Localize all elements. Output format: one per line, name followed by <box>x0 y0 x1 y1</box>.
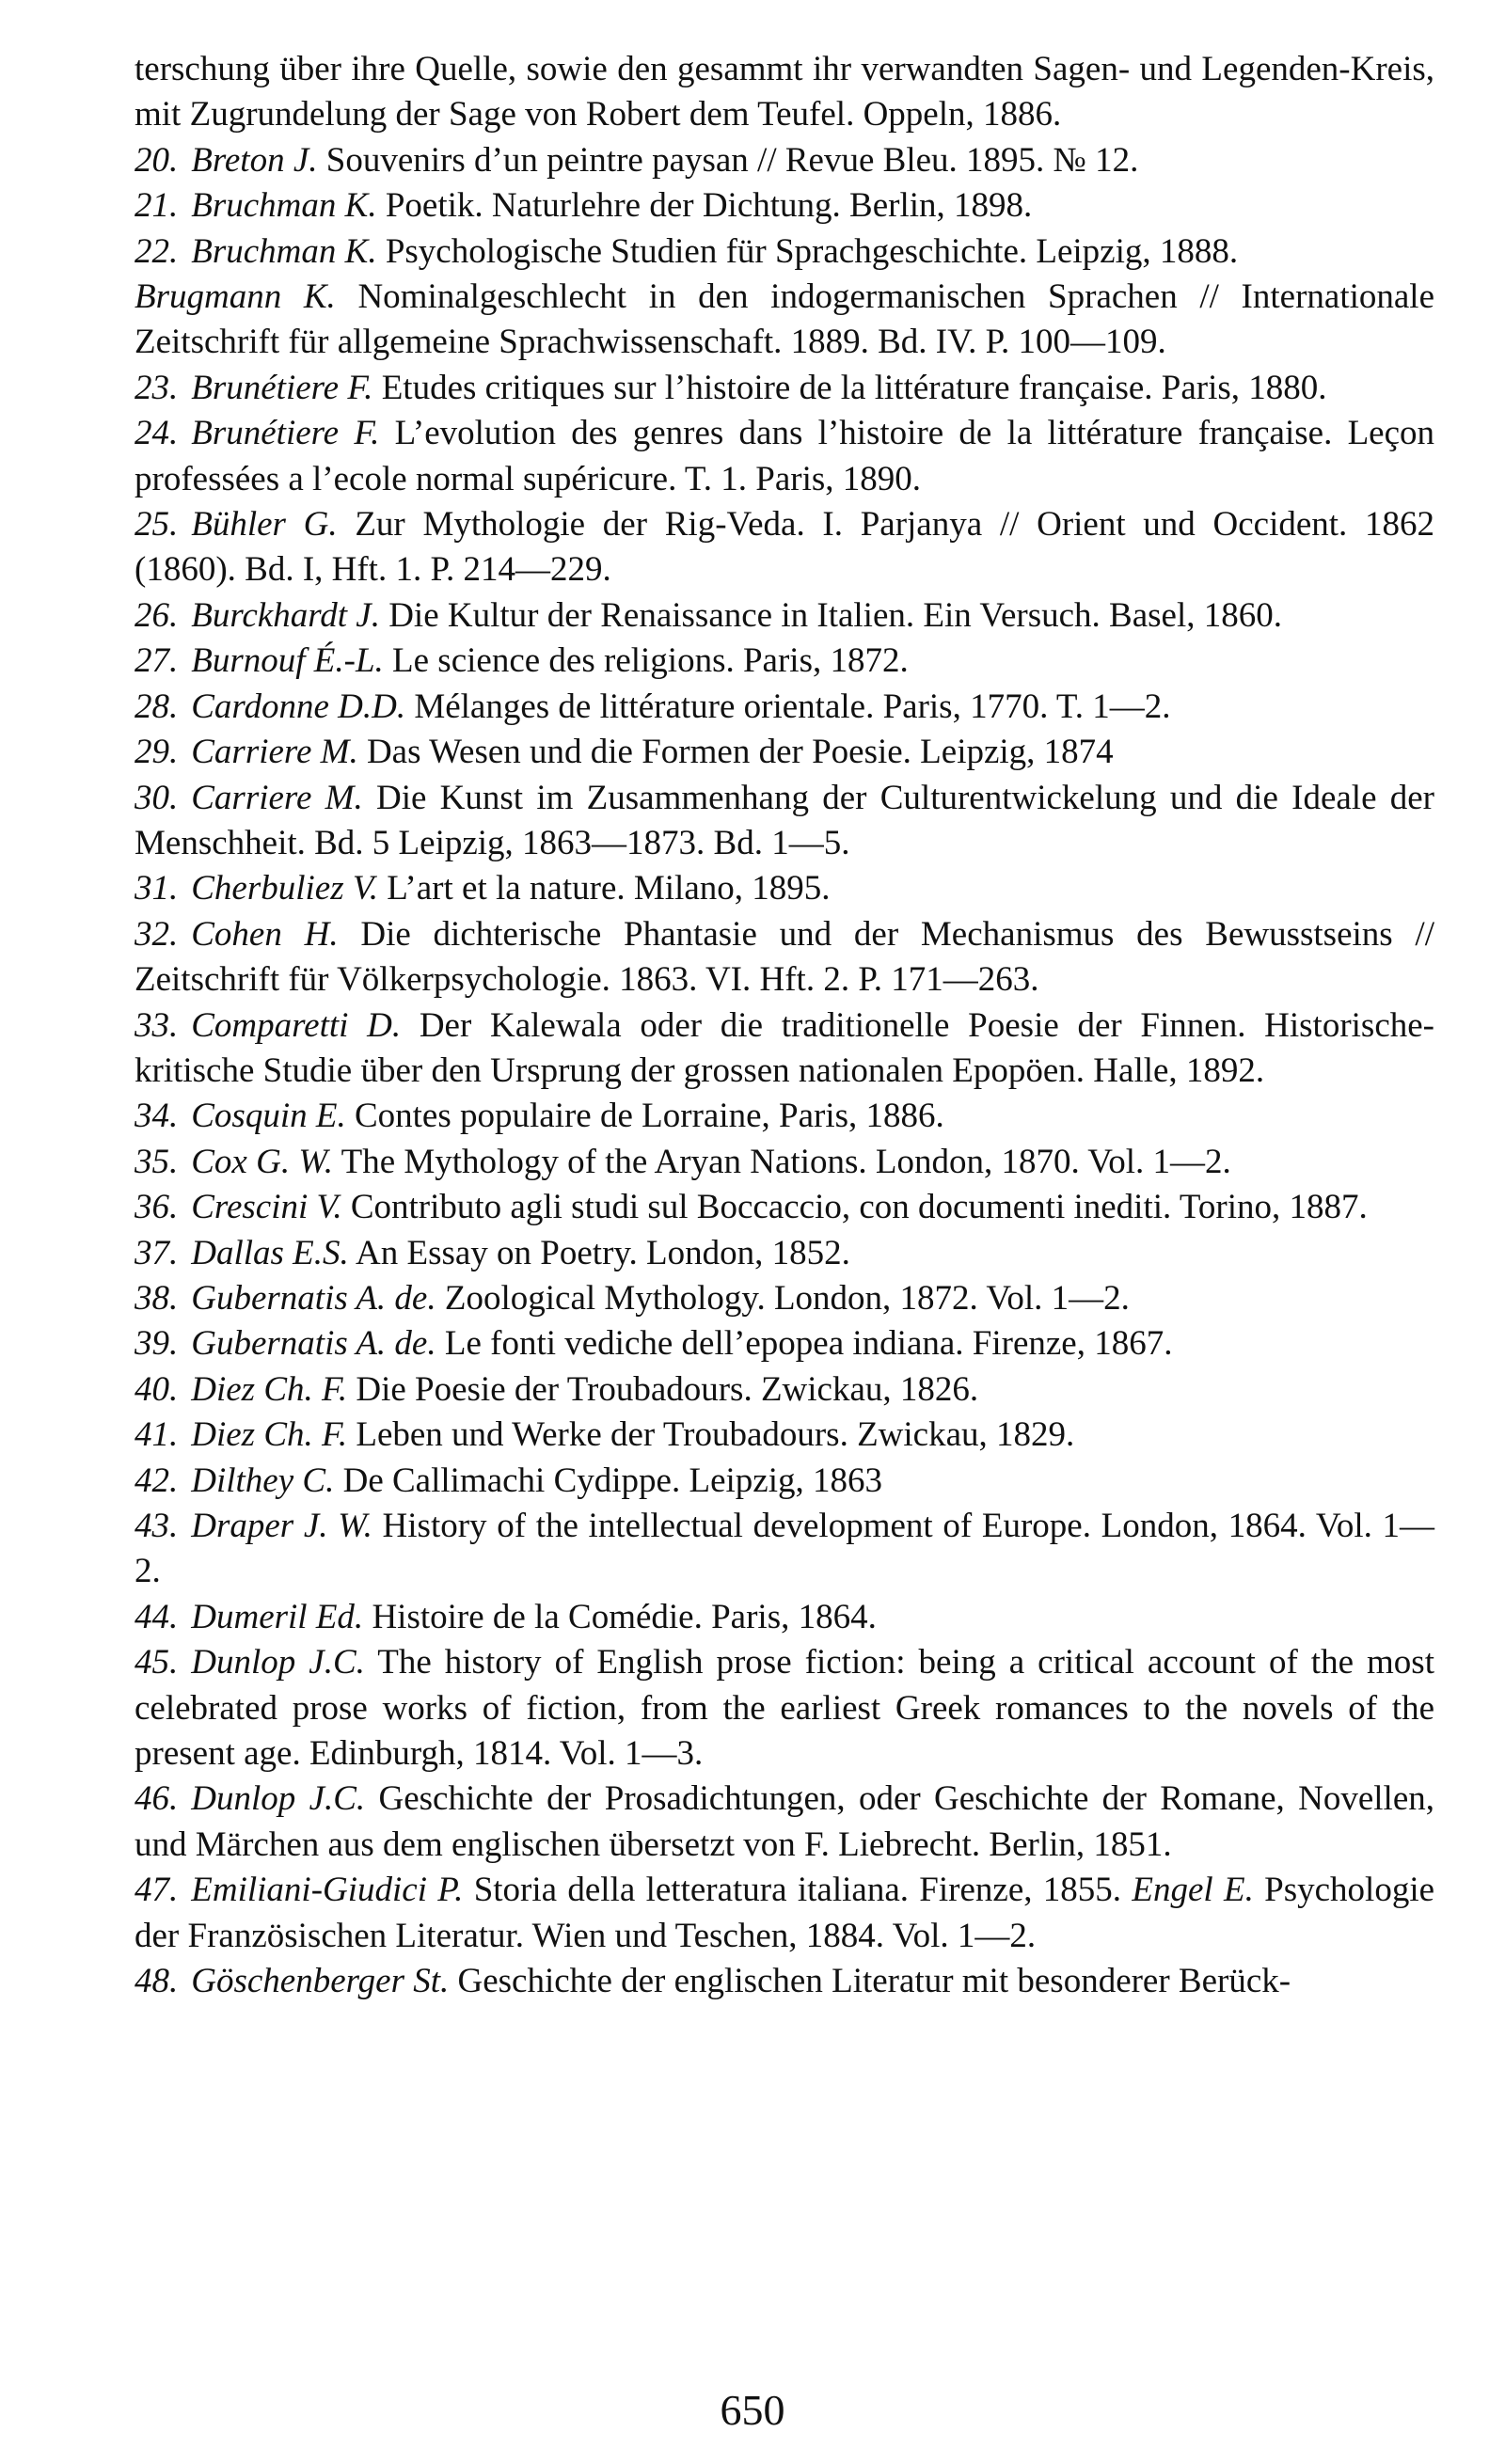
entry-body <box>191 1097 944 1135</box>
entry-body <box>191 1598 877 1636</box>
entry-number: 45. <box>135 1643 179 1682</box>
bibliography-entry <box>135 1094 1434 1139</box>
entry-number: 42. <box>135 1461 179 1500</box>
entry-number: 48. <box>135 1962 179 2001</box>
bibliography-entry <box>135 183 1434 229</box>
entry-author: Gubernatis A. de. <box>191 1324 436 1364</box>
bibliography-entries <box>135 138 1434 2005</box>
entry-body <box>135 1643 1434 1773</box>
bibliography-entry <box>135 1140 1434 1185</box>
entry-body <box>191 1324 1172 1363</box>
bibliography-list <box>135 47 1434 2004</box>
entry-author: Brunétiere F. <box>191 414 380 453</box>
entry-text: Etudes critiques sur l’histoire de la littérature française. Paris, 1880. <box>381 368 1327 407</box>
entry-body <box>135 1779 1434 1863</box>
entry-text: Psychologie der Französischen Literatur. Wien und Teschen, 1884. Vol. 1—2. <box>135 1871 1435 1955</box>
bibliography-entry <box>135 1777 1434 1868</box>
entry-body <box>191 1415 1074 1454</box>
entry-author: Dunlop J.C. <box>191 1643 365 1682</box>
entry-body <box>135 275 1434 366</box>
entry-number: 41. <box>135 1415 179 1455</box>
bibliography-entry <box>135 138 1434 183</box>
entry-body <box>191 687 1170 726</box>
entry-author: Cosquin E. <box>191 1097 346 1136</box>
entry-number: 38. <box>135 1278 179 1318</box>
entry-body <box>191 232 1238 271</box>
entry-author: Breton J. <box>191 140 318 180</box>
entry-number: 33. <box>135 1005 179 1045</box>
entry-text: An Essay on Poetry. London, 1852. <box>356 1233 850 1272</box>
entry-author: Dilthey C. <box>191 1461 335 1500</box>
entry-author: Diez Ch. F. <box>191 1369 348 1409</box>
entry-author: Cardonne D.D. <box>191 687 406 726</box>
entry-author: Cox G. W. <box>191 1142 333 1181</box>
entry-text: Souvenirs d’un peintre paysan // Revue Bleu. 1895. № 12. <box>325 140 1139 180</box>
entry-body <box>135 505 1434 589</box>
bibliography-entry <box>135 1504 1434 1595</box>
entry-number: 32. <box>135 914 179 954</box>
entry-number: 37. <box>135 1233 179 1272</box>
entry-text: L’evolution des genres dans l’histoire de la littérature française. Leçon professées a l’ecole normal supéricure. T. 1. Paris, 1890. <box>135 414 1435 498</box>
entry-body <box>191 1962 1291 2000</box>
entry-number: 31. <box>135 869 179 908</box>
entry-body <box>191 1188 1367 1226</box>
entry-number: 34. <box>135 1097 179 1136</box>
entry-text: Leben und Werke der Troubadours. Zwickau, 1829. <box>356 1415 1075 1455</box>
entry-author: Bühler G. <box>191 505 338 545</box>
entry-text: Die Kultur der Renaissance in Italien. Ein Versuch. Basel, 1860. <box>388 595 1282 635</box>
bibliography-entry <box>135 411 1434 502</box>
entry-author: Bruchman K. <box>191 231 377 271</box>
entry-author: Dunlop J.C. <box>191 1779 366 1819</box>
page-number: 650 <box>720 2386 785 2434</box>
entry-number: 27. <box>135 641 179 681</box>
entry-text: Poetik. Naturlehre der Dichtung. Berlin, 1898. <box>385 186 1033 226</box>
entry-number: 20. <box>135 140 179 180</box>
entry-number: 24. <box>135 414 179 453</box>
bibliography-entry <box>135 1459 1434 1504</box>
entry-body <box>191 1370 978 1409</box>
entry-author: Comparetti D. <box>191 1005 402 1045</box>
entry-body <box>135 1006 1434 1090</box>
entry-number: 22. <box>135 231 179 271</box>
bibliography-entry <box>135 229 1434 275</box>
entry-author: Crescini V. <box>191 1188 342 1227</box>
bibliography-entry <box>135 1003 1434 1095</box>
entry-body <box>191 1461 882 1500</box>
entry-number: 43. <box>135 1507 179 1545</box>
entry-text: Mélanges de littérature orientale. Paris, 1770. T. 1—2. <box>414 687 1171 726</box>
entry-author: Cohen H. <box>191 914 339 954</box>
entry-body <box>135 915 1434 999</box>
entry-author: Dumeril Ed. <box>191 1597 364 1636</box>
bibliography-entry <box>135 1276 1434 1321</box>
entry-body <box>191 369 1326 407</box>
bibliography-entry <box>135 912 1434 1003</box>
entry-number: 23. <box>135 368 179 407</box>
entry-author: Burnouf É.-L. <box>191 641 384 681</box>
bibliography-entry <box>135 593 1434 639</box>
entry-author: Draper J. W. <box>191 1507 372 1545</box>
bibliography-entry <box>135 1413 1434 1458</box>
entry-text: Die dichterische Phantasie und der Mechanismus des Bewusstseins // Zeitschrift für Völkerpsychologie. 1863. VI. Hft. 2. P. 171—263. <box>135 914 1434 1000</box>
entry-text: Nominalgeschlecht in den indogermanischen Sprachen // Internationale Zeitschrift für allgemeine Sprachwissenschaft. 1889. Bd. IV. P. 100—109. <box>135 277 1435 362</box>
bibliography-entry <box>135 366 1434 411</box>
entry-text: Die Kunst im Zusammenhang der Culturentwickelung und die Ideale der Menschheit. Bd. 5 Leipzig, 1863—1873. Bd. 1—5. <box>135 778 1435 862</box>
bibliography-entry <box>135 1595 1434 1640</box>
entry-author: Gubernatis A. de. <box>191 1278 436 1318</box>
entry-author: Brunétiere F. <box>191 368 373 407</box>
bibliography-entry <box>135 1367 1434 1413</box>
entry-body <box>135 779 1434 862</box>
entry-author: Emiliani-Giudici P. <box>191 1871 464 1910</box>
entry-author: Burckhardt J. <box>191 595 380 635</box>
entry-text: Zoological Mythology. London, 1872. Vol. 1—2. <box>444 1278 1130 1318</box>
bibliography-entry-continuation <box>135 47 1434 138</box>
entry-text: Le fonti vediche dell’epopea indiana. Firenze, 1867. <box>444 1324 1173 1364</box>
entry-body <box>191 141 1138 180</box>
entry-author: Brugmann K. <box>135 277 336 317</box>
entry-author: Carriere M. <box>191 778 363 817</box>
entry-text: The history of English prose fiction: being a critical account of the most celebrated prose works of fiction, from the earliest Greek romances to the novels of the present age. Edinburgh, 1814. Vol. 1—3. <box>135 1643 1434 1774</box>
entry-author: Göschenberger St. <box>191 1962 450 2001</box>
entry-body <box>135 1507 1434 1590</box>
entry-number: 44. <box>135 1597 179 1636</box>
bibliography-entry <box>135 1959 1434 2004</box>
entry-body <box>191 186 1032 225</box>
bibliography-entry <box>135 685 1434 730</box>
entry-number: 46. <box>135 1779 179 1819</box>
bibliography-entry <box>135 1321 1434 1366</box>
entry-text: The Mythology of the Aryan Nations. London, 1870. Vol. 1—2. <box>341 1142 1231 1181</box>
entry-number: 39. <box>135 1324 179 1364</box>
entry-text: Das Wesen und die Formen der Poesie. Leipzig, 1874 <box>366 733 1114 772</box>
entry-author: Engel E. <box>1132 1871 1254 1910</box>
entry-body <box>135 414 1434 498</box>
entry-text: Contes populaire de Lorraine, Paris, 1886. <box>354 1097 944 1136</box>
entry-number: 40. <box>135 1369 179 1409</box>
entry-number: 21. <box>135 186 179 226</box>
bibliography-entry <box>135 776 1434 867</box>
entry-number: 28. <box>135 687 179 726</box>
entry-author: Carriere M. <box>191 733 358 772</box>
entry-author: Dallas E.S. <box>191 1233 349 1272</box>
bibliography-entry <box>135 1231 1434 1276</box>
entry-body <box>135 1871 1434 1954</box>
entry-body <box>191 1143 1231 1181</box>
entry-author: Bruchman K. <box>191 186 377 226</box>
entry-text: Zur Mythologie der Rig-Veda. I. Parjanya // Orient und Occident. 1862 (1860). Bd. I, Hft. 1. P. 214—229. <box>135 505 1434 590</box>
bibliography-entry <box>135 275 1434 366</box>
entry-text: Le science des religions. Paris, 1872. <box>392 641 909 681</box>
entry-text: History of the intellectual development of Europe. London, 1864. Vol. 1—2. <box>135 1507 1435 1591</box>
entry-text: Geschichte der Prosadichtungen, oder Geschichte der Romane, Novellen, und Märchen aus dem englischen übersetzt von F. Liebrecht. Berlin, 1851. <box>135 1779 1434 1864</box>
entry-text: Histoire de la Comédie. Paris, 1864. <box>372 1597 877 1636</box>
entry-body <box>191 641 908 680</box>
entry-text: Geschichte der englischen Literatur mit besonderer Berück- <box>457 1962 1291 2001</box>
bibliography-entry <box>135 866 1434 911</box>
entry-number: 30. <box>135 778 179 817</box>
bibliography-entry <box>135 502 1434 593</box>
entry-body <box>191 1234 850 1272</box>
bibliography-entry <box>135 1640 1434 1777</box>
entry-number: 25. <box>135 505 179 545</box>
entry-number: 29. <box>135 733 179 772</box>
entry-number: 36. <box>135 1188 179 1227</box>
entry-text: Storia della letteratura italiana. Firenze, 1855. <box>473 1871 1122 1910</box>
entry-number: 26. <box>135 595 179 635</box>
entry-body <box>191 733 1113 771</box>
entry-text: Die Poesie der Troubadours. Zwickau, 1826. <box>356 1369 979 1409</box>
entry-body <box>191 596 1282 635</box>
entry-text: terschung über ihre Quelle, sowie den gesammt ihr verwandten Sagen- und Legenden-Kreis, mit Zugrundelung der Sage von Robert dem Teufel. Oppeln, 1886. <box>135 50 1434 134</box>
entry-text: Contributo agli studi sul Boccaccio, con documenti inediti. Torino, 1887. <box>350 1188 1368 1227</box>
entry-body <box>191 1279 1130 1318</box>
entry-number: 35. <box>135 1142 179 1181</box>
bibliography-entry <box>135 1185 1434 1230</box>
entry-author: Cherbuliez V. <box>191 869 378 908</box>
entry-author: Diez Ch. F. <box>191 1415 348 1455</box>
entry-number: 47. <box>135 1871 179 1910</box>
bibliography-entry <box>135 1868 1434 1959</box>
entry-text: Der Kalewala oder die traditionelle Poesie der Finnen. Historische-kritische Studie über den Ursprung der grossen nationalen Epopöen. Halle, 1892. <box>135 1005 1434 1090</box>
entry-text: De Callimachi Cydippe. Leipzig, 1863 <box>342 1461 882 1500</box>
bibliography-entry <box>135 730 1434 775</box>
entry-text: Psychologische Studien für Sprachgeschichte. Leipzig, 1888. <box>385 231 1239 271</box>
entry-body <box>191 869 830 908</box>
entry-text: L’art et la nature. Milano, 1895. <box>387 869 831 908</box>
bibliography-entry <box>135 639 1434 684</box>
